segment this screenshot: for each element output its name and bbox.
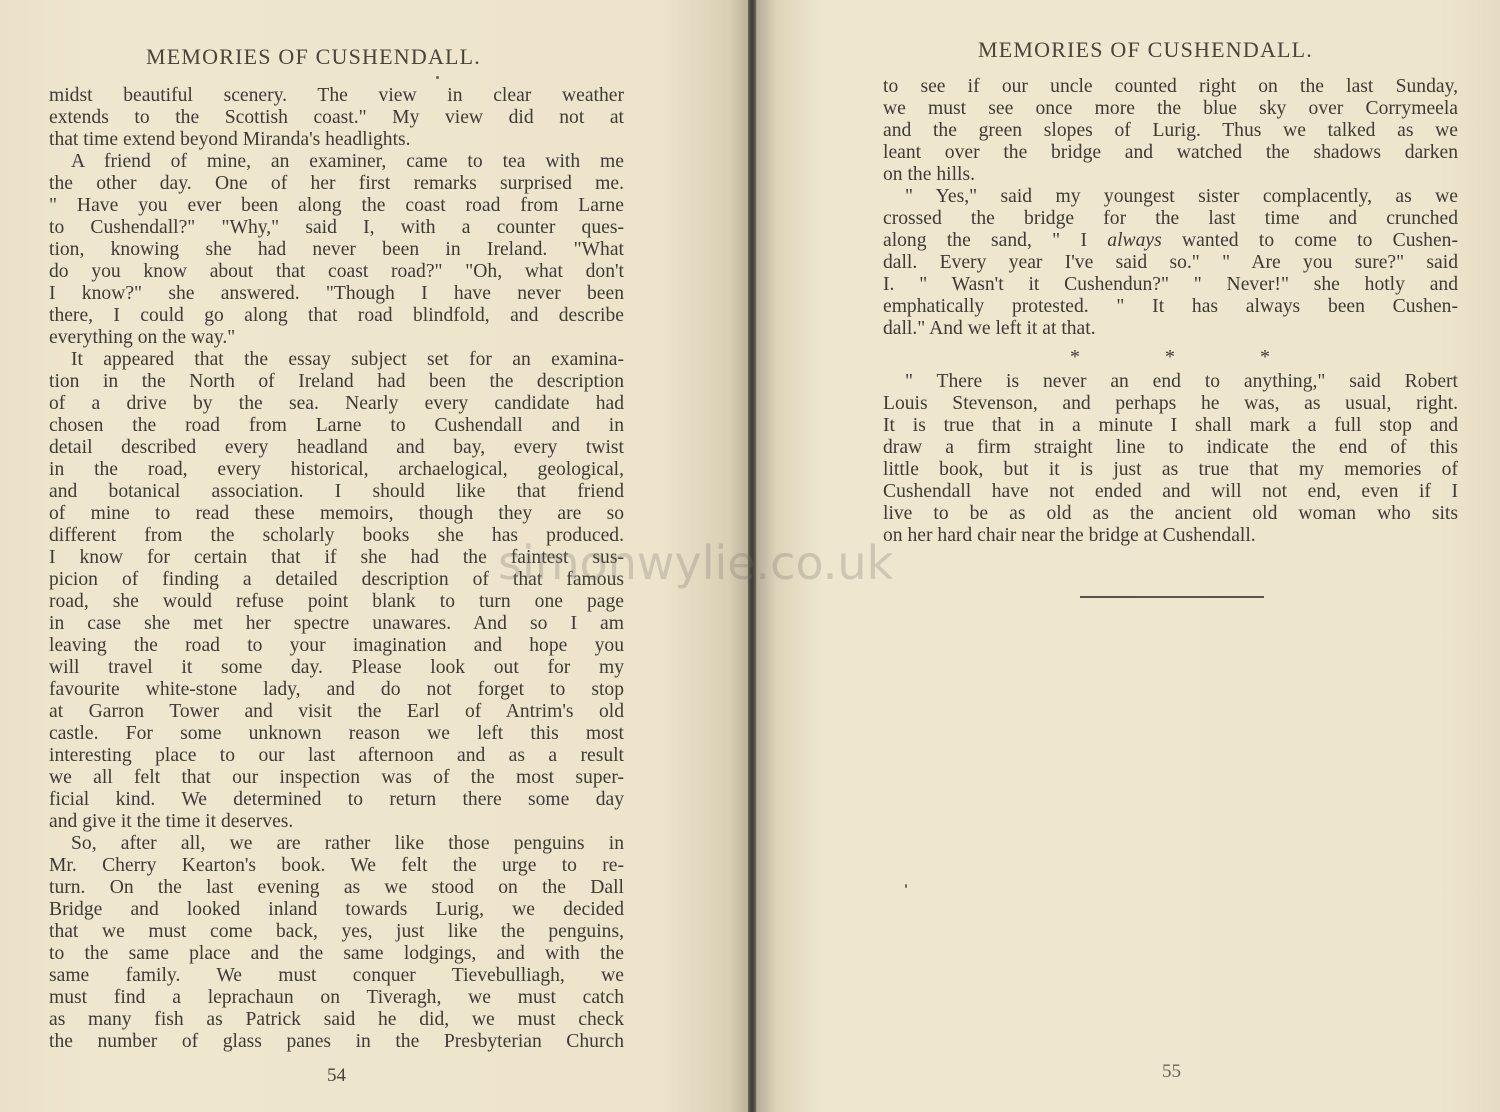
text-line: and give it the time it deserves. <box>49 811 294 832</box>
text-line: dall. Every year I've said so." " Are you sure?" said <box>883 252 1458 273</box>
right-page-closing-text <box>883 371 1458 547</box>
text-line: emphatically protested. " It has always been Cushen- <box>883 296 1458 317</box>
text-line: leant over the bridge and watched the shadows darken <box>883 142 1458 163</box>
text-line: on her hard chair near the bridge at Cushendall. <box>883 525 1256 546</box>
text-line: It appeared that the essay subject set for an examina- <box>71 349 624 370</box>
right-page-text <box>883 76 1458 340</box>
text-line: to the same place and the same lodgings, and with the <box>49 943 624 964</box>
text-line: tion in the North of Ireland had been the description <box>49 371 624 392</box>
text-line: " There is never an end to anything," said Robert <box>905 371 1458 392</box>
text-line: that we must come back, yes, just like the penguins, <box>49 921 624 942</box>
text-line: little book, but it is just as true that my memories of <box>883 459 1458 480</box>
text-line: same family. We must conquer Tievebulliagh, we <box>49 965 624 986</box>
end-rule <box>1080 596 1264 598</box>
text-line: castle. For some unknown reason we left this most <box>49 723 624 744</box>
text-line-with-emphasis <box>883 230 1458 252</box>
text-line: " Yes," said my youngest sister complacently, as we <box>905 186 1458 207</box>
text-line: favourite white-stone lady, and do not forget to stop <box>49 679 624 700</box>
text-line: So, after all, we are rather like those penguins in <box>71 833 624 854</box>
text-line: of a drive by the sea. Nearly every candidate had <box>49 393 624 414</box>
text-line: on the hills. <box>883 164 975 185</box>
text-line: and botanical association. I should like that friend <box>49 481 624 502</box>
right-running-head: MEMORIES OF CUSHENDALL. <box>978 37 1314 62</box>
text-line: Mr. Cherry Kearton's book. We felt the urge to re- <box>49 855 624 876</box>
text-line: draw a firm straight line to indicate the end of this <box>883 437 1458 458</box>
paper-speck <box>436 76 439 79</box>
text-line: leaving the road to your imagination and hope you <box>49 635 624 656</box>
text-line: that time extend beyond Miranda's headlights. <box>49 129 411 150</box>
text-line: in case she met her spectre unawares. And so I am <box>49 613 624 634</box>
text-line: at Garron Tower and visit the Earl of Antrim's old <box>49 701 624 722</box>
text-line: the number of glass panes in the Presbyterian Church <box>49 1031 624 1052</box>
star: * <box>1070 346 1080 368</box>
left-running-head: MEMORIES OF CUSHENDALL. <box>146 44 482 69</box>
text-line: Bridge and looked inland towards Lurig, we decided <box>49 899 624 920</box>
text-line: I know for certain that if she had the faintest sus- <box>49 547 624 568</box>
text-line: chosen the road from Larne to Cushendall and in <box>49 415 624 436</box>
text-line: to see if our uncle counted right on the last Sunday, <box>883 76 1458 97</box>
section-break-stars <box>1070 346 1270 369</box>
page-number-left: 54 <box>327 1065 346 1086</box>
text-line: will travel it some day. Please look out for my <box>49 657 624 678</box>
star: * <box>1165 346 1175 368</box>
text-line: interesting place to our last afternoon and as a result <box>49 745 624 766</box>
text-line: ficial kind. We determined to return there some day <box>49 789 624 810</box>
text-line: do you know about that coast road?" "Oh, what don't <box>49 261 624 282</box>
text-line: everything on the way." <box>49 327 236 348</box>
text-line: midst beautiful scenery. The view in clear weather <box>49 85 624 106</box>
text-line: tion, knowing she had never been in Ireland. "What <box>49 239 624 260</box>
text-line: the other day. One of her first remarks surprised me. <box>49 173 624 194</box>
paper-speck <box>905 884 907 888</box>
text-line: we must see once more the blue sky over Corrymeela <box>883 98 1458 119</box>
text-line: and the green slopes of Lurig. Thus we talked as we <box>883 120 1458 141</box>
text-line: different from the scholarly books she has produced. <box>49 525 624 546</box>
text-line: of mine to read these memoirs, though they are so <box>49 503 624 524</box>
text-line: Louis Stevenson, and perhaps he was, as usual, right. <box>883 393 1458 414</box>
text-line: " Have you ever been along the coast road from Larne <box>49 195 624 216</box>
text-line: I know?" she answered. "Though I have never been <box>49 283 624 304</box>
text-line: in the road, every historical, archaelogical, geological, <box>49 459 624 480</box>
text-line: Cushendall have not ended and will not end, even if I <box>883 481 1458 502</box>
text-line: road, she would refuse point blank to turn one page <box>49 591 624 612</box>
text-line: extends to the Scottish coast." My view did not at <box>49 107 624 128</box>
text-line: picion of finding a detailed description of that famous <box>49 569 624 590</box>
text-line: as many fish as Patrick said he did, we must check <box>49 1009 624 1030</box>
text-line: detail described every headland and bay, every twist <box>49 437 624 458</box>
text-line: we all felt that our inspection was of the most super- <box>49 767 624 788</box>
text-line: A friend of mine, an examiner, came to tea with me <box>71 151 624 172</box>
page-number-right: 55 <box>1162 1061 1181 1082</box>
text-line: there, I could go along that road blindfold, and describe <box>49 305 624 326</box>
text-line: must find a leprachaun on Tiveragh, we must catch <box>49 987 624 1008</box>
text-line: crossed the bridge for the last time and crunched <box>883 208 1458 229</box>
text-fragment: wanted to come to Cushen- <box>1161 230 1458 251</box>
emphasis-word: always <box>1107 230 1162 251</box>
text-line: dall." And we left it at that. <box>883 318 1096 339</box>
text-line: to Cushendall?" "Why," said I, with a counter ques- <box>49 217 624 238</box>
text-line: turn. On the last evening as we stood on the Dall <box>49 877 624 898</box>
text-line: It is true that in a minute I shall mark a full stop and <box>883 415 1458 436</box>
watermark: simonwylie.co.uk <box>498 536 894 590</box>
text-line: live to be as old as the ancient old woman who sits <box>883 503 1458 524</box>
star: * <box>1260 346 1270 368</box>
text-fragment: along the sand, " I <box>883 230 1108 251</box>
text-line: I. " Wasn't it Cushendun?" " Never!" she hotly and <box>883 274 1458 295</box>
